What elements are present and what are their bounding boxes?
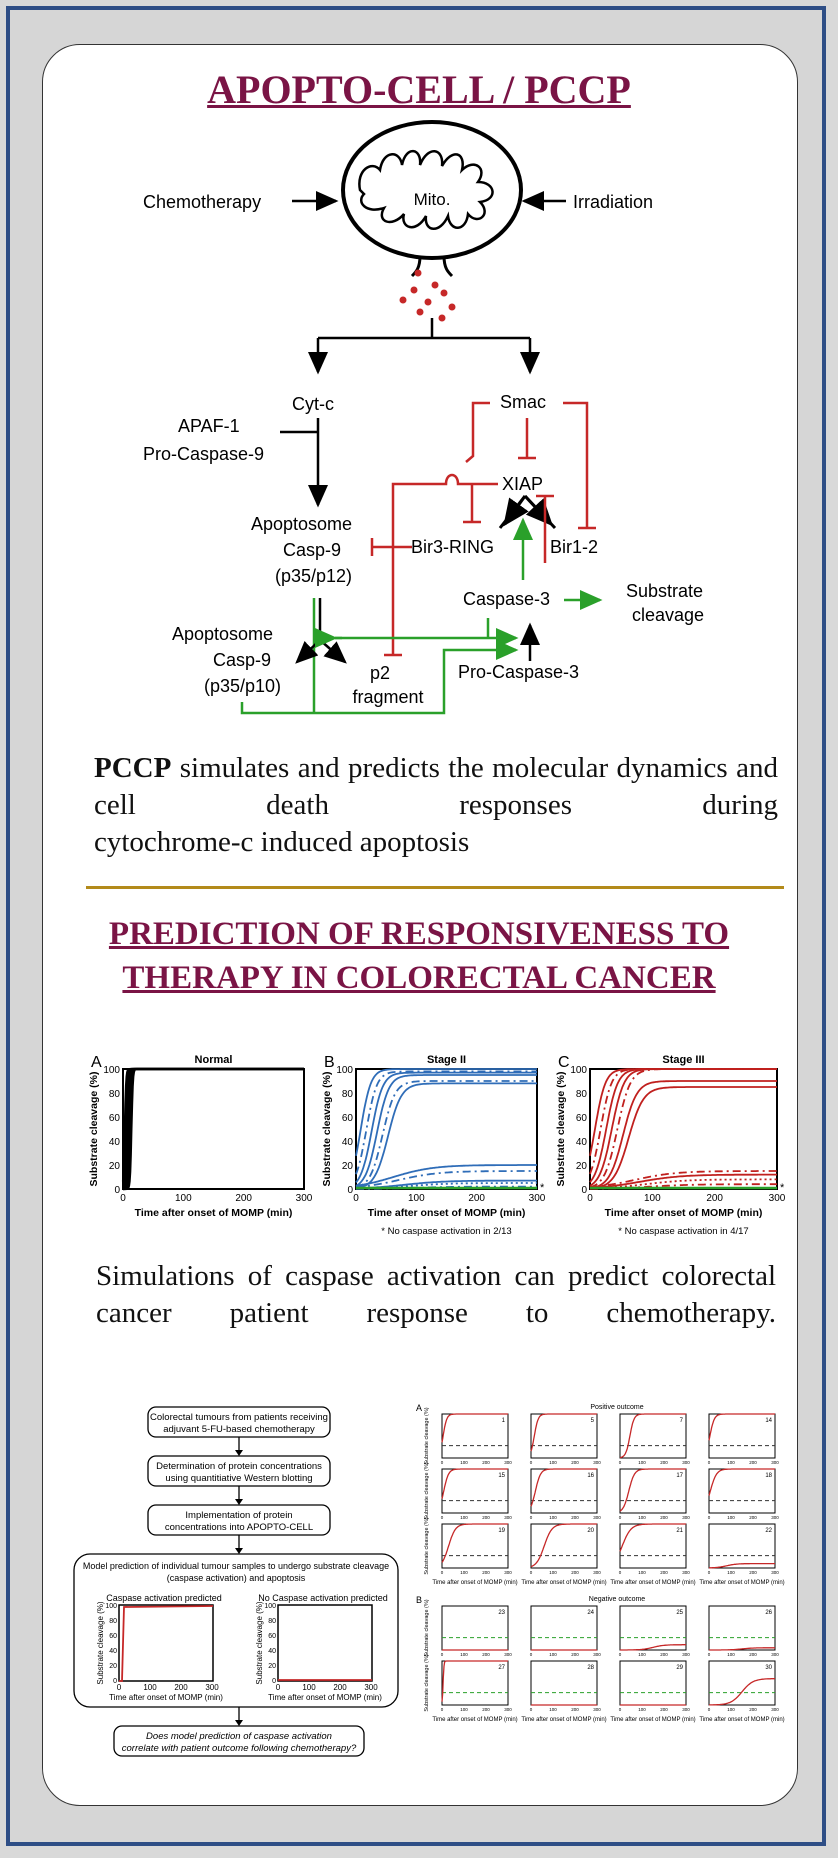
grid-x-tick: 300 bbox=[771, 1460, 779, 1465]
grid-cell bbox=[441, 1524, 513, 1575]
grid-cell-id: 25 bbox=[676, 1610, 683, 1616]
grid-x-tick: 200 bbox=[571, 1707, 579, 1712]
grid-x-tick: 300 bbox=[593, 1570, 601, 1575]
apoptosome2-label: Apoptosome bbox=[172, 624, 274, 644]
x-tick: 100 bbox=[407, 1193, 425, 1204]
grid-x-tick: 0 bbox=[529, 1707, 533, 1712]
grid-y-label: Substrate cleavage (%) bbox=[424, 1654, 430, 1712]
grid-cell-id: 18 bbox=[765, 1473, 772, 1479]
panel-title: Stage II bbox=[426, 1054, 467, 1066]
grid-cell bbox=[619, 1524, 691, 1575]
flow-y-tick: 40 bbox=[268, 1648, 276, 1655]
grid-x-tick: 0 bbox=[618, 1460, 622, 1465]
y-axis-label: Substrate cleavage (%) bbox=[555, 1071, 567, 1187]
grid-cell bbox=[708, 1414, 780, 1465]
flow-question-line: correlate with patient outcome following chemotherapy? bbox=[121, 1743, 357, 1754]
pccp-text: simulates and predicts the molecular dynamics and cell death responses during bbox=[94, 752, 778, 821]
grid-x-tick: 200 bbox=[571, 1515, 579, 1520]
grid-cell bbox=[619, 1661, 691, 1712]
x-tick: 0 bbox=[587, 1193, 593, 1204]
grid-x-tick: 0 bbox=[529, 1460, 533, 1465]
grid-cell-id: 16 bbox=[587, 1473, 594, 1479]
grid-x-tick: 0 bbox=[529, 1570, 533, 1575]
flow-y-tick: 60 bbox=[268, 1633, 276, 1640]
grid-cell-id: 14 bbox=[765, 1418, 772, 1424]
y-tick: 80 bbox=[108, 1089, 120, 1100]
p35p12-label: (p35/p12) bbox=[275, 566, 353, 586]
panel-note: * No caspase activation in 2/13 bbox=[381, 1226, 512, 1237]
flow-y-label: Substrate cleavage (%) bbox=[96, 1601, 105, 1685]
grid-x-tick: 200 bbox=[749, 1460, 757, 1465]
panel-letter: C bbox=[558, 1054, 570, 1071]
x-tick: 300 bbox=[768, 1193, 786, 1204]
flow-x-tick: 200 bbox=[174, 1683, 188, 1692]
bir12-label: Bir1-2 bbox=[550, 537, 599, 557]
grid-x-tick: 200 bbox=[749, 1652, 757, 1657]
chemotherapy-label: Chemotherapy bbox=[143, 192, 262, 212]
casp9a-label: Casp-9 bbox=[283, 540, 342, 560]
flow-box-2-line: Determination of protein concentrations bbox=[156, 1461, 322, 1472]
negative-outcome-label: Negative outcome bbox=[588, 1596, 646, 1603]
flow-y-tick: 80 bbox=[268, 1618, 276, 1625]
grid-x-tick: 100 bbox=[460, 1707, 468, 1712]
x-axis-label: Time after onset of MOMP (min) bbox=[367, 1207, 526, 1219]
panel-letter: A bbox=[91, 1054, 102, 1071]
grid-cell bbox=[441, 1661, 513, 1712]
flow-y-tick: 20 bbox=[268, 1663, 276, 1670]
grid-x-label: Time after onset of MOMP (min) bbox=[699, 1717, 785, 1723]
flow-y-tick: 80 bbox=[109, 1618, 117, 1625]
flow-box-1-line: Colorectal tumours from patients receiving bbox=[150, 1412, 328, 1423]
section-title-line-1: PREDICTION OF RESPONSIVENESS TO bbox=[108, 916, 730, 952]
grid-x-tick: 0 bbox=[440, 1707, 444, 1712]
grid-x-tick: 0 bbox=[707, 1460, 711, 1465]
flow-y-tick: 0 bbox=[113, 1678, 117, 1685]
x-tick: 200 bbox=[235, 1193, 253, 1204]
grid-x-tick: 200 bbox=[749, 1707, 757, 1712]
grid-x-label: Time after onset of MOMP (min) bbox=[610, 1580, 696, 1586]
grid-x-tick: 200 bbox=[749, 1570, 757, 1575]
flow-x-label: Time after onset of MOMP (min) bbox=[268, 1693, 382, 1702]
grid-x-tick: 200 bbox=[571, 1570, 579, 1575]
x-tick: 100 bbox=[643, 1193, 661, 1204]
section-title-line-2: THERAPY IN COLORECTAL CANCER bbox=[122, 960, 716, 996]
flow-y-tick: 100 bbox=[105, 1603, 117, 1610]
y-tick: 0 bbox=[347, 1185, 353, 1196]
grid-cell bbox=[530, 1661, 602, 1712]
grid-cell bbox=[530, 1414, 602, 1465]
grid-x-tick: 300 bbox=[771, 1515, 779, 1520]
x-tick: 0 bbox=[353, 1193, 359, 1204]
mito-label: Mito. bbox=[413, 190, 451, 209]
grid-cell-id: 22 bbox=[765, 1528, 772, 1534]
grid-x-tick: 300 bbox=[593, 1460, 601, 1465]
grid-cell-id: 20 bbox=[587, 1528, 594, 1534]
grid-x-tick: 300 bbox=[682, 1515, 690, 1520]
grid-x-tick: 100 bbox=[549, 1652, 557, 1657]
page-title: APOPTO-CELL / PCCP bbox=[207, 67, 631, 112]
grid-x-tick: 100 bbox=[638, 1652, 646, 1657]
pccp-bold: PCCP bbox=[94, 752, 172, 784]
grid-x-tick: 100 bbox=[549, 1707, 557, 1712]
positive-outcome-label: Positive outcome bbox=[590, 1404, 644, 1411]
grid-cell bbox=[530, 1524, 602, 1575]
grid-x-tick: 100 bbox=[460, 1515, 468, 1520]
x-tick: 300 bbox=[295, 1193, 313, 1204]
grid-x-tick: 100 bbox=[727, 1460, 735, 1465]
grid-x-tick: 300 bbox=[771, 1707, 779, 1712]
panel-title: Normal bbox=[194, 1054, 233, 1066]
y-tick: 20 bbox=[575, 1161, 587, 1172]
grid-cell bbox=[530, 1469, 602, 1520]
grid-x-tick: 0 bbox=[618, 1515, 622, 1520]
flow-y-tick: 40 bbox=[109, 1648, 117, 1655]
fragment-label: fragment bbox=[352, 687, 424, 707]
panel-letter: B bbox=[324, 1054, 335, 1071]
grid-cell-id: 24 bbox=[587, 1610, 594, 1616]
y-tick: 80 bbox=[341, 1089, 353, 1100]
flow-box-2-line: using quantitiative Western blotting bbox=[165, 1473, 313, 1484]
grid-y-label: Substrate cleavage (%) bbox=[424, 1407, 430, 1465]
grid-x-tick: 200 bbox=[571, 1460, 579, 1465]
grid-cell-id: 21 bbox=[676, 1528, 683, 1534]
grid-cell bbox=[619, 1606, 691, 1657]
grid-x-tick: 300 bbox=[682, 1652, 690, 1657]
grid-x-label: Time after onset of MOMP (min) bbox=[521, 1717, 607, 1723]
grid-cell bbox=[619, 1414, 691, 1465]
procasp9-label: Pro-Caspase-9 bbox=[143, 444, 265, 464]
grid-cell-id: 1 bbox=[501, 1418, 505, 1424]
flow-outer-text: (caspase activation) and apoptosis bbox=[166, 1573, 306, 1583]
grid-x-tick: 300 bbox=[682, 1460, 690, 1465]
flow-y-label: Substrate cleavage (%) bbox=[255, 1601, 264, 1685]
y-axis-label: Substrate cleavage (%) bbox=[321, 1071, 333, 1187]
x-tick: 0 bbox=[120, 1193, 126, 1204]
flow-y-tick: 60 bbox=[109, 1633, 117, 1640]
grid-x-tick: 200 bbox=[482, 1460, 490, 1465]
y-tick: 40 bbox=[108, 1137, 120, 1148]
grid-x-tick: 0 bbox=[440, 1570, 444, 1575]
y-tick: 40 bbox=[575, 1137, 587, 1148]
grid-x-tick: 300 bbox=[682, 1570, 690, 1575]
caspase3-label: Caspase-3 bbox=[463, 589, 551, 609]
p35p10-label: (p35/p10) bbox=[204, 676, 282, 696]
p2-label: p2 bbox=[369, 663, 391, 683]
grid-x-tick: 0 bbox=[618, 1652, 622, 1657]
x-tick: 100 bbox=[174, 1193, 192, 1204]
y-tick: 100 bbox=[336, 1065, 353, 1076]
panel-note: * No caspase activation in 4/17 bbox=[618, 1226, 749, 1237]
flow-x-tick: 300 bbox=[364, 1683, 378, 1692]
grid-cell bbox=[530, 1606, 602, 1657]
grid-x-tick: 100 bbox=[638, 1707, 646, 1712]
grid-cell-id: 28 bbox=[587, 1665, 594, 1671]
y-tick: 40 bbox=[341, 1137, 353, 1148]
grid-cell bbox=[708, 1524, 780, 1575]
y-tick: 20 bbox=[108, 1161, 120, 1172]
grid-x-tick: 200 bbox=[482, 1707, 490, 1712]
smac-label: Smac bbox=[500, 392, 547, 412]
x-tick: 300 bbox=[528, 1193, 546, 1204]
grid-x-tick: 0 bbox=[529, 1515, 533, 1520]
y-axis-label: Substrate cleavage (%) bbox=[88, 1071, 100, 1187]
grid-x-tick: 0 bbox=[440, 1460, 444, 1465]
grid-cell bbox=[708, 1469, 780, 1520]
x-tick: 200 bbox=[468, 1193, 486, 1204]
grid-x-tick: 300 bbox=[504, 1707, 512, 1712]
y-tick: 0 bbox=[114, 1185, 120, 1196]
grid-x-tick: 200 bbox=[482, 1570, 490, 1575]
grid-x-tick: 0 bbox=[707, 1707, 711, 1712]
grid-x-tick: 100 bbox=[727, 1570, 735, 1575]
grid-cell bbox=[441, 1469, 513, 1520]
flow-mini-title: Caspase activation predicted bbox=[106, 1593, 222, 1603]
procasp3-label: Pro-Caspase-3 bbox=[458, 662, 580, 682]
grid-x-tick: 0 bbox=[440, 1652, 444, 1657]
y-tick: 0 bbox=[581, 1185, 587, 1196]
grid-cell bbox=[708, 1606, 780, 1657]
flow-x-tick: 100 bbox=[302, 1683, 316, 1692]
grid-x-tick: 100 bbox=[727, 1707, 735, 1712]
y-tick: 100 bbox=[570, 1065, 587, 1076]
grid-x-label: Time after onset of MOMP (min) bbox=[521, 1580, 607, 1586]
grid-x-tick: 200 bbox=[660, 1515, 668, 1520]
asterisk: * bbox=[780, 1182, 785, 1194]
grid-x-label: Time after onset of MOMP (min) bbox=[432, 1580, 518, 1586]
grid-x-tick: 100 bbox=[549, 1460, 557, 1465]
grid-x-tick: 200 bbox=[660, 1460, 668, 1465]
y-tick: 80 bbox=[575, 1089, 587, 1100]
grid-x-tick: 300 bbox=[504, 1570, 512, 1575]
substrate-label-1: Substrate bbox=[626, 581, 704, 601]
irradiation-label: Irradiation bbox=[573, 192, 654, 212]
grid-x-label: Time after onset of MOMP (min) bbox=[699, 1580, 785, 1586]
grid-x-tick: 200 bbox=[660, 1570, 668, 1575]
flow-box-3-line: concentrations into APOPTO-CELL bbox=[164, 1522, 314, 1533]
grid-label-a: A bbox=[416, 1403, 423, 1413]
grid-x-tick: 300 bbox=[771, 1570, 779, 1575]
grid-x-tick: 200 bbox=[660, 1652, 668, 1657]
grid-x-tick: 100 bbox=[638, 1460, 646, 1465]
substrate-label-2: cleavage bbox=[632, 605, 705, 625]
flow-x-tick: 0 bbox=[116, 1683, 122, 1692]
xiap-label: XIAP bbox=[502, 474, 544, 494]
grid-cell-id: 30 bbox=[765, 1665, 772, 1671]
grid-cell-id: 27 bbox=[498, 1665, 505, 1671]
grid-cell-id: 26 bbox=[765, 1610, 772, 1616]
bir3-label: Bir3-RING bbox=[411, 537, 495, 557]
grid-x-tick: 100 bbox=[549, 1570, 557, 1575]
grid-x-tick: 100 bbox=[638, 1515, 646, 1520]
x-axis-label: Time after onset of MOMP (min) bbox=[604, 1207, 763, 1219]
grid-x-tick: 200 bbox=[571, 1652, 579, 1657]
y-tick: 60 bbox=[341, 1113, 353, 1124]
grid-cell bbox=[441, 1414, 513, 1465]
grid-x-tick: 0 bbox=[707, 1515, 711, 1520]
grid-cell-id: 7 bbox=[679, 1418, 683, 1424]
flow-x-tick: 300 bbox=[205, 1683, 219, 1692]
apaf1-label: APAF-1 bbox=[178, 416, 240, 436]
grid-cell-id: 5 bbox=[590, 1418, 594, 1424]
panel-title: Stage III bbox=[662, 1054, 705, 1066]
x-axis-label: Time after onset of MOMP (min) bbox=[134, 1207, 293, 1219]
grid-x-tick: 0 bbox=[707, 1570, 711, 1575]
grid-x-tick: 100 bbox=[460, 1460, 468, 1465]
grid-x-tick: 200 bbox=[482, 1515, 490, 1520]
grid-x-tick: 300 bbox=[593, 1515, 601, 1520]
grid-cell-id: 19 bbox=[498, 1528, 505, 1534]
flow-outer-text: Model prediction of individual tumour samples to undergo substrate cleavage bbox=[82, 1561, 390, 1571]
grid-x-tick: 100 bbox=[638, 1570, 646, 1575]
grid-cell bbox=[708, 1661, 780, 1712]
flow-x-tick: 100 bbox=[143, 1683, 157, 1692]
grid-cell-id: 29 bbox=[676, 1665, 683, 1671]
grid-x-tick: 300 bbox=[504, 1460, 512, 1465]
grid-x-tick: 0 bbox=[707, 1652, 711, 1657]
grid-y-label: Substrate cleavage (%) bbox=[424, 1599, 430, 1657]
grid-x-label: Time after onset of MOMP (min) bbox=[610, 1717, 696, 1723]
grid-x-tick: 100 bbox=[549, 1515, 557, 1520]
y-tick: 100 bbox=[103, 1065, 120, 1076]
flow-box-3-line: Implementation of protein bbox=[185, 1510, 293, 1521]
grid-label-b: B bbox=[416, 1595, 423, 1605]
grid-x-label: Time after onset of MOMP (min) bbox=[432, 1717, 518, 1723]
grid-y-label: Substrate cleavage (%) bbox=[424, 1462, 430, 1520]
grid-x-tick: 300 bbox=[593, 1652, 601, 1657]
casp9b-label: Casp-9 bbox=[213, 650, 272, 670]
grid-x-tick: 100 bbox=[460, 1652, 468, 1657]
grid-x-tick: 100 bbox=[460, 1570, 468, 1575]
flow-y-tick: 100 bbox=[264, 1603, 276, 1610]
flow-question-line: Does model prediction of caspase activation bbox=[146, 1731, 332, 1742]
y-tick: 60 bbox=[575, 1113, 587, 1124]
grid-x-tick: 300 bbox=[593, 1707, 601, 1712]
grid-x-tick: 0 bbox=[618, 1707, 622, 1712]
grid-x-tick: 200 bbox=[749, 1515, 757, 1520]
grid-cell-id: 17 bbox=[676, 1473, 683, 1479]
flow-y-tick: 0 bbox=[272, 1678, 276, 1685]
grid-x-tick: 300 bbox=[771, 1652, 779, 1657]
grid-cell bbox=[441, 1606, 513, 1657]
grid-x-tick: 0 bbox=[529, 1652, 533, 1657]
grid-x-tick: 300 bbox=[504, 1652, 512, 1657]
grid-cell-id: 15 bbox=[498, 1473, 505, 1479]
flow-box-1-line: adjuvant 5-FU-based chemotherapy bbox=[163, 1424, 315, 1435]
grid-x-tick: 0 bbox=[618, 1570, 622, 1575]
grid-x-tick: 200 bbox=[482, 1652, 490, 1657]
grid-cell-id: 23 bbox=[498, 1610, 505, 1616]
grid-y-label: Substrate cleavage (%) bbox=[424, 1517, 430, 1575]
simulation-sentence: Simulations of caspase activation can predict colorectal cancer patient response to chemotherapy. bbox=[96, 1260, 776, 1329]
asterisk: * bbox=[540, 1182, 545, 1194]
y-tick: 20 bbox=[341, 1161, 353, 1172]
pccp-last-line: cytochrome-c induced apoptosis bbox=[94, 826, 470, 858]
apoptosome1-label: Apoptosome bbox=[251, 514, 353, 534]
flow-x-label: Time after onset of MOMP (min) bbox=[109, 1693, 223, 1702]
y-tick: 60 bbox=[108, 1113, 120, 1124]
x-tick: 200 bbox=[706, 1193, 724, 1204]
grid-x-tick: 100 bbox=[727, 1515, 735, 1520]
grid-cell bbox=[619, 1469, 691, 1520]
flow-x-tick: 200 bbox=[333, 1683, 347, 1692]
flow-mini-title: No Caspase activation predicted bbox=[258, 1593, 388, 1603]
flow-x-tick: 0 bbox=[275, 1683, 281, 1692]
grid-x-tick: 100 bbox=[727, 1652, 735, 1657]
cytc-label: Cyt-c bbox=[292, 394, 334, 414]
grid-x-tick: 300 bbox=[682, 1707, 690, 1712]
grid-x-tick: 0 bbox=[440, 1515, 444, 1520]
grid-x-tick: 200 bbox=[660, 1707, 668, 1712]
grid-x-tick: 300 bbox=[504, 1515, 512, 1520]
flow-y-tick: 20 bbox=[109, 1663, 117, 1670]
